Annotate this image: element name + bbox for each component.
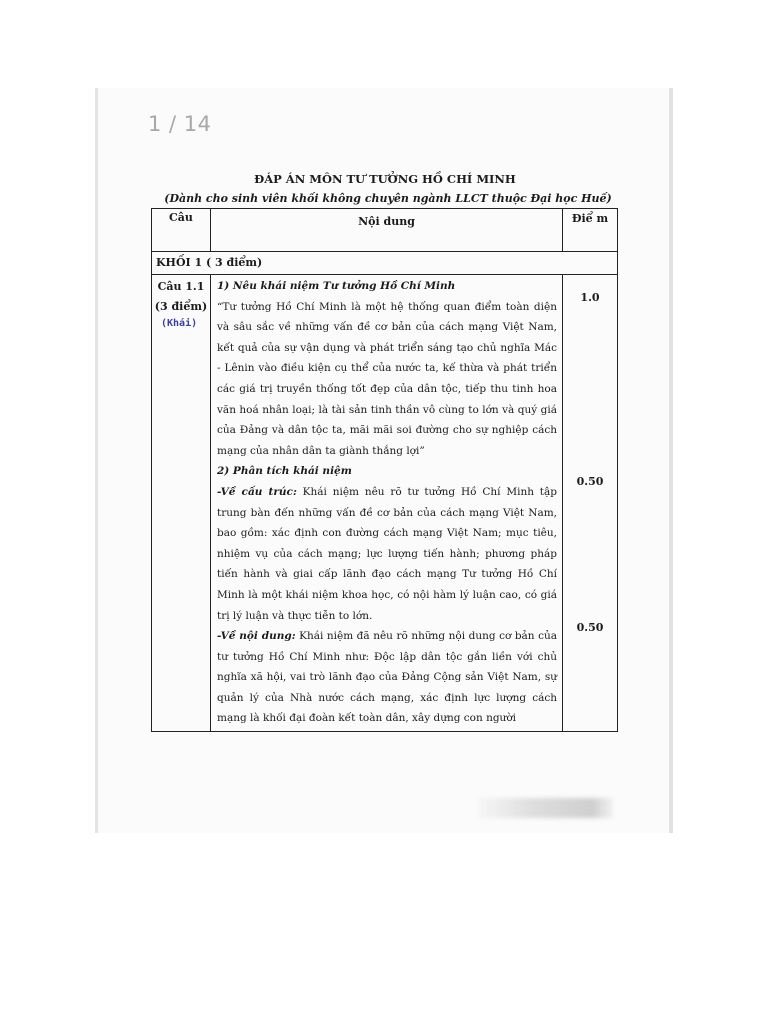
content-text: Khái niệm đã nêu rõ những nội dung cơ bản của tư tưởng Hồ Chí Minh như: Độc lập dân tộc gắn liền với chủ nghĩa xã hội, vai trò lãnh đạo của Đảng Cộng sản Việt Nam, sự quản lý của Nhà nước cách mạng, xác định lực lượng cách mạng là khối đại đoàn kết toàn dân, xây dựng con người (217, 630, 558, 725)
table-header-row (152, 209, 618, 252)
question-number: Câu 1.1 (157, 280, 205, 293)
content-paragraph (217, 626, 557, 729)
score-cell (563, 275, 618, 732)
question-cell (152, 275, 211, 732)
definition-text: “Tư tưởng Hồ Chí Minh là một hệ thống quan điểm toàn diện và sâu sắc về những vấn đề cơ bản của cách mạng Việt Nam, kết quả của sự vận dụng và phát triển sáng tạo chủ nghĩa Mác - Lênin vào điều kiện cụ thể của nước ta, kế thừa và phát triển các giá trị truyền thống tốt đẹp của dân tộc, tiếp thu tinh hoa văn hoá nhân loại; là tài sản tinh thần vô cùng to lớn và quý giá của Đảng và dân tộc ta, mãi mãi soi đường cho sự nghiệp cách mạng của nhân dân ta giành thắng lợi” (217, 300, 557, 457)
content-heading-1: 1) Nêu khái niệm Tư tưởng Hồ Chí Minh (217, 280, 456, 292)
page-counter: 1 / 14 (148, 112, 212, 136)
header-cau: Câu (152, 209, 211, 252)
scan-smudge (478, 798, 613, 818)
answer-table (151, 208, 618, 732)
section-label: KHỐI 1 ( 3 điểm) (152, 252, 618, 275)
structure-text: Khái niệm nêu rõ tư tưởng Hồ Chí Minh tập trung bàn đến những vấn đề cơ bản của cách mạng Việt Nam, bao gồm: xác định con đường cách mạng Việt Nam; mục tiêu, nhiệm vụ của cách mạng; lực lượng tiến hành; phương pháp tiến hành và giai cấp lãnh đạo cách mạng Tư tưởng Hồ Chí Minh là một khái niệm khoa học, có nội hàm lý luận cao, có giá trị lý luận và thực tiễn to lớn. (217, 485, 557, 622)
document-subtitle: (Dành cho sinh viên khối không chuyên ngành LLCT thuộc Đại học Huế) (164, 192, 612, 205)
content-heading-2: 2) Phân tích khái niệm (217, 465, 352, 478)
structure-paragraph (217, 482, 557, 626)
score-definition: 1.0 (580, 291, 600, 304)
question-points: (3 điểm) (154, 300, 208, 313)
section-row (152, 252, 618, 275)
header-diem: Điể m (563, 209, 618, 252)
score-structure: 0.50 (576, 475, 604, 488)
structure-lead: -Về cấu trúc: (217, 485, 297, 498)
answer-content (211, 275, 563, 732)
content-lead: -Về nội dung: (217, 630, 296, 643)
table-row (152, 275, 618, 732)
handwritten-note: (Khái) (161, 318, 198, 329)
document-title: ĐÁP ÁN MÔN TƯ TƯỞNG HỒ CHÍ MINH (254, 172, 516, 186)
header-noi-dung: Nội dung (211, 209, 563, 252)
score-content: 0.50 (576, 621, 604, 634)
